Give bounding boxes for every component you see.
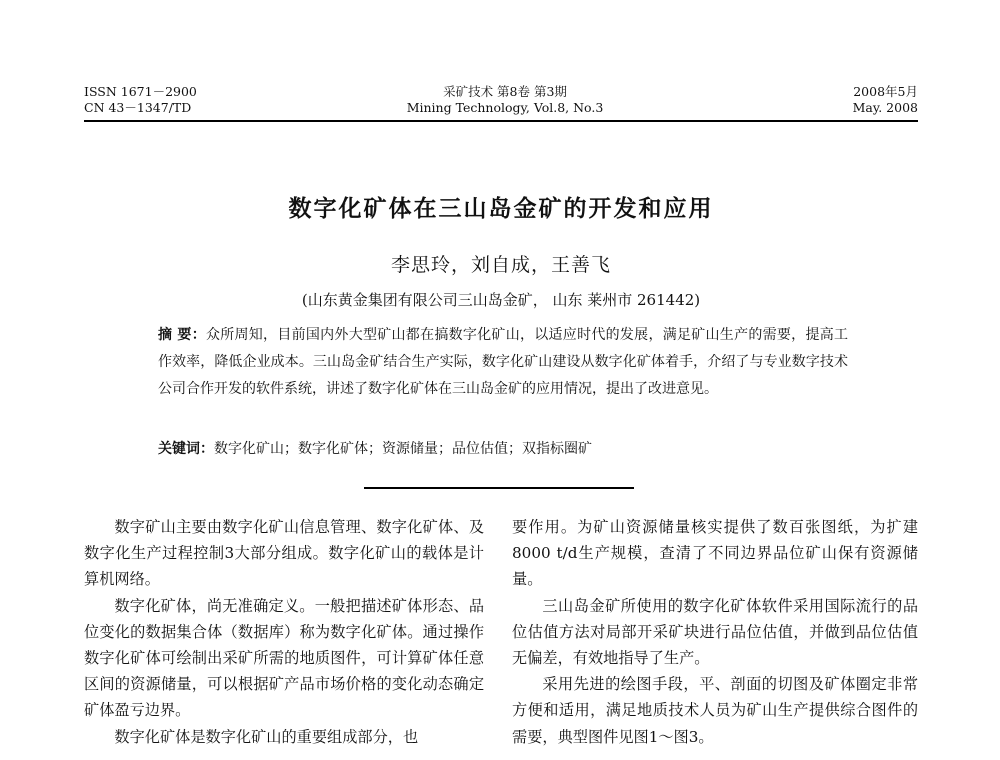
issn: ISSN 1671－2900	[84, 84, 197, 99]
paragraph: 数字矿山主要由数字化矿山信息管理、数字化矿体、及数字化生产过程控制3大部分组成。数字化矿山的载体是计算机网络。	[84, 518, 484, 589]
body-column-left	[84, 514, 484, 750]
paragraph-continued: 要作用。为矿山资源储量核实提供了数百张图纸，为扩建8000 t/d生产规模，查清了不同边界品位矿山保有资源储量。	[512, 518, 918, 589]
section-separator	[364, 487, 634, 489]
paragraph: 数字化矿体，尚无准确定义。一般把描述矿体形态、品位变化的数据集合体（数据库）称为数字化矿体。通过操作数字化矿体可绘制出采矿所需的地质图件，可计算矿体任意区间的资源储量，可以根据矿产品市场价格的变化动态确定矿体盈亏边界。	[84, 596, 484, 720]
journal-name	[360, 84, 650, 116]
keywords	[158, 438, 848, 460]
abstract-label: 摘 要：	[158, 327, 206, 343]
paper-affiliation: (山东黄金集团有限公司三山岛金矿， 山东 莱州市 261442)	[301, 291, 701, 309]
paragraph: 数字化矿体是数字化矿山的重要组成部分，也	[114, 727, 419, 746]
header-rule	[84, 120, 918, 122]
paper-authors: 李思玲，刘自成，王善飞	[390, 254, 611, 276]
body-column-right	[512, 514, 918, 750]
issue-date-cn: 2008年5月	[853, 84, 918, 99]
issue-date	[700, 84, 918, 116]
issue-date-en: May. 2008	[852, 100, 918, 115]
abstract-text: 众所周知，目前国内外大型矿山都在搞数字化矿山，以适应时代的发展，满足矿山生产的需要，提高工作效率，降低企业成本。三山岛金矿结合生产实际，数字化矿山建设从数字化矿体着手，介绍了与专业数字技术公司合作开发的软件系统，讲述了数字化矿体在三山岛金矿的应用情况，提出了改进意见。	[158, 327, 848, 397]
journal-name-en: Mining Technology, Vol.8, No.3	[406, 100, 604, 115]
paper-title: 数字化矿体在三山岛金矿的开发和应用	[288, 196, 714, 222]
paragraph: 采用先进的绘图手段，平、剖面的切图及矿体圈定非常方便和适用，满足地质技术人员为矿山生产提供综合图件的需要，典型图件见图1～图3。	[512, 675, 918, 746]
paragraph: 三山岛金矿所使用的数字化矿体软件采用国际流行的品位估值方法对局部开采矿块进行品位估值，并做到品位估值无偏差，有效地指导了生产。	[512, 596, 918, 668]
abstract	[158, 322, 848, 403]
keywords-label: 关键词：	[158, 441, 214, 457]
cn-number: CN 43－1347/TD	[84, 100, 192, 115]
journal-identifiers	[84, 84, 197, 116]
journal-name-cn: 采矿技术 第8卷 第3期	[443, 84, 567, 99]
keywords-text: 数字化矿山；数字化矿体；资源储量；品位估值；双指标圈矿	[214, 441, 592, 457]
